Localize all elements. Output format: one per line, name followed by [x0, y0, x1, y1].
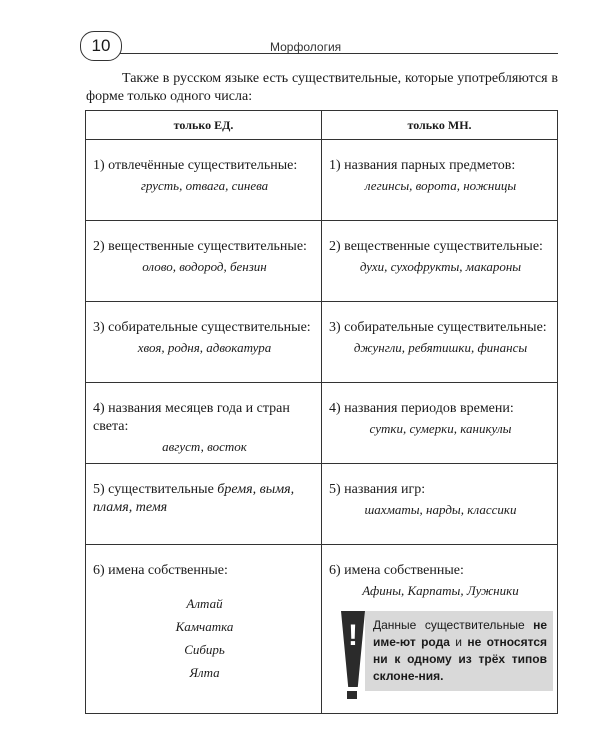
list-item: Ялта: [189, 665, 220, 680]
category-title: 4) названия периодов времени:: [329, 401, 514, 416]
note-text-bold: не относятся ни к одному из трёх типов склоне-ния.: [373, 635, 548, 683]
table-row: [86, 302, 558, 383]
exclamation-dot: [347, 691, 357, 699]
list-item: Алтай: [186, 596, 223, 611]
category-title: 5) названия игр:: [329, 482, 426, 497]
plural-cell: [322, 302, 558, 383]
column-header-plural: только МН.: [322, 111, 558, 140]
singular-cell: [86, 383, 322, 464]
category-title: 4) названия месяцев года и стран света:: [93, 401, 290, 434]
plural-cell: [322, 545, 558, 714]
category-examples: олово, водород, бензин: [142, 259, 267, 274]
category-examples: шахматы, нарды, классики: [364, 502, 517, 517]
table-row: [86, 140, 558, 221]
note-box: [341, 611, 553, 691]
category-title: 3) собирательные существительные:: [329, 320, 547, 335]
table-row: [86, 383, 558, 464]
category-examples: грусть, отвага, синева: [140, 178, 269, 193]
category-title-text: 5) существительные: [93, 482, 218, 497]
singular-cell: [86, 221, 322, 302]
table-row: [86, 464, 558, 545]
category-title: 3) собирательные существительные:: [93, 320, 311, 335]
category-examples: хвоя, родня, адвокатура: [137, 340, 272, 355]
proper-names-list: [93, 592, 316, 684]
category-examples: сутки, сумерки, каникулы: [369, 421, 512, 436]
section-title: Морфология: [270, 40, 342, 54]
note-text-bold: не име-ют рода: [373, 618, 547, 649]
intro-paragraph: Также в русском языке есть существительные, которые употребляются в форме только одного числа:: [86, 71, 558, 104]
category-examples: духи, сухофрукты, макароны: [359, 259, 522, 274]
category-title: [93, 481, 316, 517]
note-text-part: Данные существительные: [373, 618, 534, 632]
category-examples: Афины, Карпаты, Лужники: [362, 583, 519, 598]
table-row: [86, 545, 558, 714]
table-row: [86, 221, 558, 302]
category-examples: легинсы, ворота, ножницы: [364, 178, 517, 193]
number-forms-table: [85, 110, 558, 714]
column-header-singular: только ЕД.: [86, 111, 322, 140]
plural-cell: [322, 383, 558, 464]
plural-cell: [322, 140, 558, 221]
singular-cell: [86, 464, 322, 545]
category-title: 6) имена собственные:: [93, 563, 228, 578]
list-item: Сибирь: [184, 642, 225, 657]
page-header: [0, 0, 600, 62]
table-header-row: [86, 111, 558, 140]
category-title: 6) имена собственные:: [329, 563, 464, 578]
category-title: 1) отвлечённые существительные:: [93, 158, 298, 173]
category-inline-examples: бремя, вымя, пламя, темя: [93, 482, 295, 515]
plural-cell: [322, 221, 558, 302]
page-number-badge: 10: [80, 31, 122, 61]
category-title: 2) вещественные существительные:: [93, 239, 307, 254]
category-examples: джунгли, ребятишки, финансы: [353, 340, 528, 355]
exclamation-icon: !: [348, 619, 358, 652]
plural-cell: [322, 464, 558, 545]
list-item: Камчатка: [175, 619, 234, 634]
singular-cell: [86, 140, 322, 221]
singular-cell: [86, 302, 322, 383]
category-title: 2) вещественные существительные:: [329, 239, 543, 254]
category-examples: август, восток: [162, 439, 247, 454]
category-title: 1) названия парных предметов:: [329, 158, 516, 173]
singular-cell: [86, 545, 322, 714]
note-text-part: и: [449, 635, 468, 649]
note-text: [365, 611, 553, 691]
